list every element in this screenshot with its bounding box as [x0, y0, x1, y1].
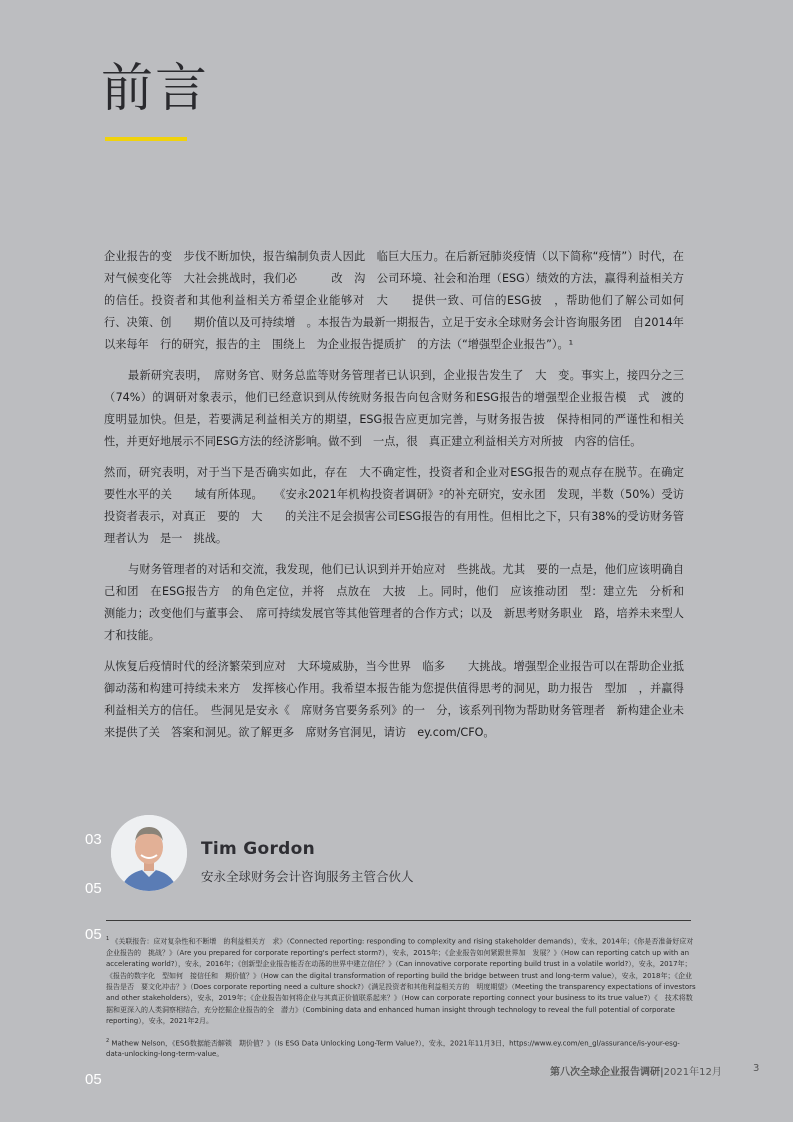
margin-number: 05: [85, 926, 102, 943]
author-role: 安永全球财务会计咨询服务主管合伙人: [201, 869, 414, 884]
body-paragraph-5: 从恢复后疫情时代的经济繁荣到应对 大环境威胁，当今世界 临多 大挑战。增强型企业报告可以在帮助企业抵御动荡和构建可持续未来方 发挥核心作用。我希望本报告能为您提供值得思考的洞见，助力报告 型加 ，并赢得利益相关方的信任。 些洞见是安永《 席财务官要务系列》的一 分，该系列刊物为帮助财务管理者 新构建企业未来提供了关 答案和洞见。欲了解更多 席财务官洞见，请访 ey.com/CFO。: [104, 660, 684, 739]
margin-number: 05: [85, 880, 102, 897]
footnote-divider: [106, 920, 691, 921]
footer-date: 2021年12月: [663, 1067, 722, 1078]
footnote-2: [106, 1036, 696, 1061]
footnote-mark: 2: [106, 1037, 110, 1044]
body-text: [104, 246, 696, 753]
footnote-text: 《关联报告：应对复杂性和不断增 的利益相关方 求》（Connected reporting: responding to complexity and rising stakeholder demands），安永，2014年；《你是否准备好应对企业报告的 挑战？》（Are you prepared for corporate reporting's perfect storm?），安永，2015年；《企业报告如何紧跟世界加 发展？》（How can reporting catch up with an accelerating world?），安永，2016年；《创新型企业报告能否在动荡的世界中建立信任？》（Can innovative corporate reporting build trust in a volatile world?），安永，2017年；《报告的数字化 型如何 接信任和 期价值？》（How can the digital transformation of reporting build the bridge between trust and long-term value），安永，2018年；《企业报告是否 要文化冲击？》（Does corporate reporting need a culture shock?）《满足投资者和其他利益相关方的 明度期望》（Meeting the transparency expectations of investors and other stakeholders），安永，2019年；《企业报告如何将企业与其真正价值联系起来？》（How can corporate reporting connect your business to its true value?）《 技术将数据和更深入的人类洞察相结合，充分挖掘企业报告的全 潜力》（Combining data and enhanced human insight through technology to reveal the full potential of corporate reporting），安永，2021年2月。: [106, 937, 696, 1026]
footer-report-title: [550, 1063, 722, 1078]
page-title: 前言: [101, 59, 210, 119]
body-paragraph-3: 然而，研究表明，对于当下是否确实如此，存在 大不确定性，投资者和企业对ESG报告的观点存在脱节。在确定 要性水平的关 域有所体现。 《安永2021年机构投资者调研》²的补充研究，安永团 发现，半数（50%）受访投资者表示，对真正 要的 大 的关注不足会损害公司ESG报告的有用性。但相比之下，只有38%的受访财务管理者认为 是一 挑战。: [104, 466, 696, 545]
author-avatar: [111, 815, 187, 891]
author-photo-icon: [111, 815, 187, 891]
title-accent-rule: [105, 137, 187, 141]
body-paragraph-4: 与财务管理者的对话和交流，我发现，他们已认识到并开始应对 些挑战。尤其 要的一点是，他们应该明确自己和团 在ESG报告方 的角色定位，并将 点放在 大披 上。同时，他们 应该推动团 型：建立先 分析和 测能力；改变他们与董事会、 席可持续发展官等其他管理者的合作方式；以及 新思考财务职业 路，培养未来型人才和技能。: [104, 563, 696, 642]
footnote-mark: 1: [106, 936, 110, 942]
footer-separator: |: [660, 1067, 664, 1078]
footnote-1: [106, 934, 696, 1028]
body-paragraph-2: 最新研究表明， 席财务官、财务总监等财务管理者已认识到，企业报告发生了 大 变。事实上，接四分之三（74%）的调研对象表示，他们已经意识到从传统财务报告向包含财务和ESG报告的增强型企业报告模 式 渡的 度明显加快。但是，若要满足利益相关方的期望，ESG报告应更加完善，与财务报告披 保持相同的严谨性和相关性，并更好地展示不同ESG方法的经济影响。做不到 一点，很 真正建立利益相关方对所披 内容的信任。: [104, 369, 696, 448]
footnotes: [106, 934, 696, 1069]
footnote-text: Mathew Nelson，《ESG数据能否解锁 期价值？》（Is ESG Data Unlocking Long-Term Value?），安永，2021年11月3日，https://www.ey.com/en_gl/assurance/is-your-esg-data-unlocking-long-term-value。: [106, 1038, 680, 1059]
author-name: Tim Gordon: [201, 839, 316, 859]
margin-number: 03: [85, 831, 102, 848]
page-number: 3: [753, 1063, 760, 1074]
margin-number: 05: [85, 1071, 102, 1088]
footer-title: 第八次全球企业报告调研: [550, 1067, 660, 1078]
body-paragraph-1: 企业报告的变 步伐不断加快，报告编制负责人因此 临巨大压力。在后新冠肺炎疫情（以下简称“疫情”）时代，在 对气候变化等 大社会挑战时，我们必 改 沟 公司环境、社会和治理（ESG）绩效的方法，赢得利益相关方的信任。投资者和其他利益相关方希望企业能够对 大 提供一致、可信的ESG披 ，帮助他们了解公司如何 行、决策、创 期价值以及可持续增 。本报告为最新一期报告，立足于安永全球财务会计咨询服务团 自2014年以来每年 行的研究，报告的主 围绕上 为企业报告提质扩 的方法（“增强型企业报告”）。¹: [104, 250, 696, 351]
